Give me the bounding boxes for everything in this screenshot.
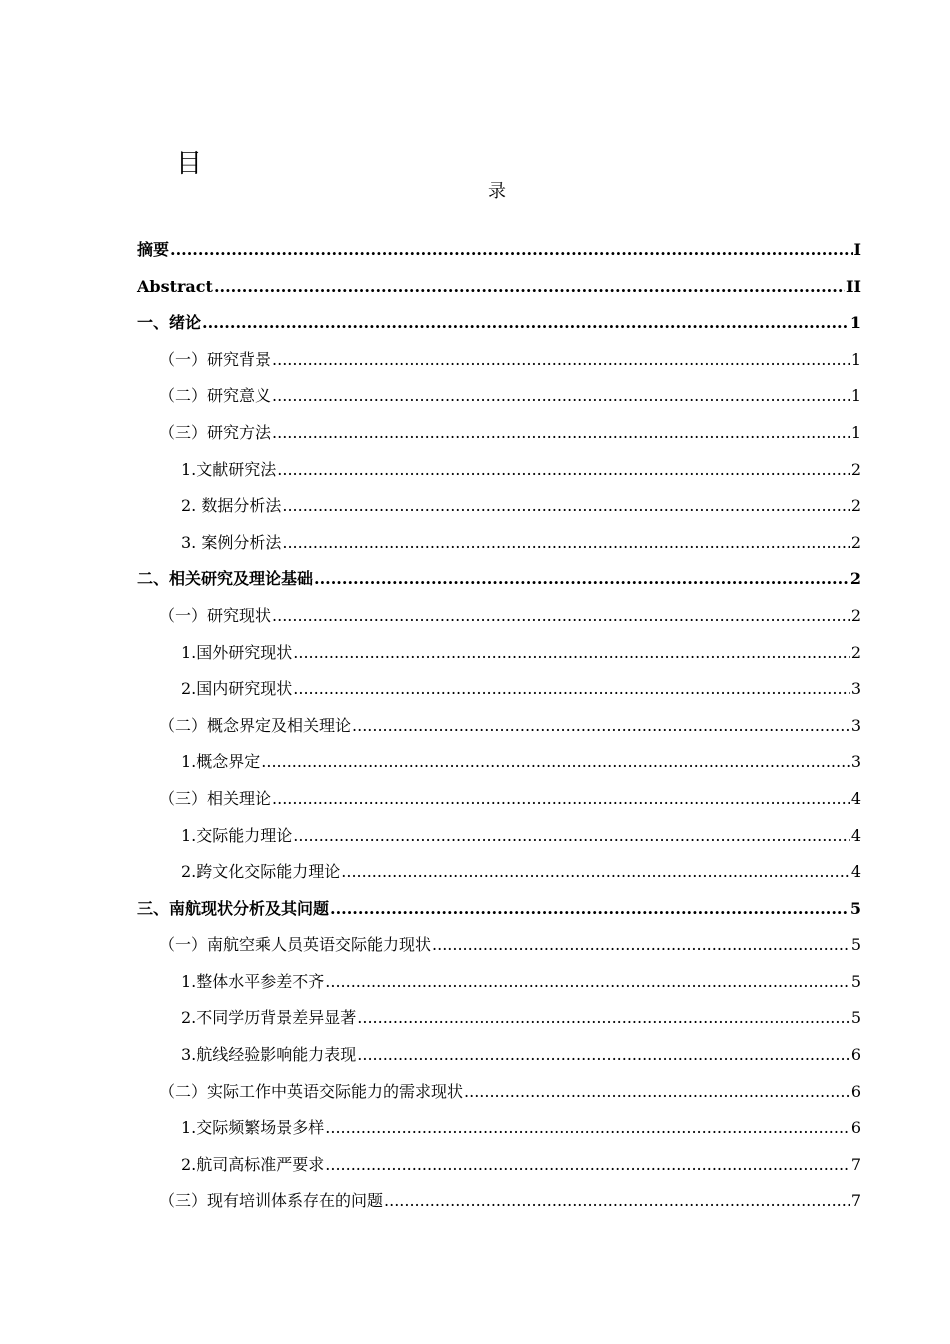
toc-entry[interactable] <box>137 1183 861 1220</box>
toc-dot-leader <box>384 1183 850 1220</box>
toc-entry-page-number: 1 <box>849 313 861 333</box>
toc-entry-page-number: 6 <box>850 1118 861 1138</box>
toc-entry-label: （二）概念界定及相关理论 <box>159 715 352 735</box>
toc-entry[interactable] <box>137 598 861 635</box>
toc-dot-leader <box>272 598 850 635</box>
toc-entry-label: （二）实际工作中英语交际能力的需求现状 <box>159 1081 464 1101</box>
toc-dot-leader <box>272 781 850 818</box>
toc-entry-label: （三）现有培训体系存在的问题 <box>159 1191 384 1211</box>
toc-dot-leader <box>432 927 850 964</box>
toc-entry-label: （一）南航空乘人员英语交际能力现状 <box>159 935 432 955</box>
toc-entry[interactable] <box>137 232 861 269</box>
toc-entry-label: （一）研究现状 <box>159 605 272 625</box>
toc-entry-label: （三）相关理论 <box>159 788 272 808</box>
toc-dot-leader <box>293 671 850 708</box>
table-of-contents <box>137 232 861 1220</box>
toc-entry-page-number: 2 <box>850 642 861 662</box>
toc-dot-leader <box>352 708 850 745</box>
toc-entry-label: 1.交际能力理论 <box>181 825 293 845</box>
toc-entry-label: 2.跨文化交际能力理论 <box>181 862 341 882</box>
toc-entry-page-number: 2 <box>849 569 861 589</box>
toc-entry-page-number: 6 <box>850 1045 861 1065</box>
toc-entry[interactable] <box>137 818 861 855</box>
toc-entry[interactable] <box>137 1110 861 1147</box>
toc-entry[interactable] <box>137 415 861 452</box>
toc-title-first-char: 目 <box>176 149 203 179</box>
toc-entry[interactable] <box>137 1000 861 1037</box>
toc-entry[interactable] <box>137 781 861 818</box>
toc-entry-label: 1.概念界定 <box>181 752 261 772</box>
toc-entry-label: 2.不同学历背景差异显著 <box>181 1008 357 1028</box>
toc-dot-leader <box>325 964 850 1001</box>
toc-entry[interactable] <box>137 378 861 415</box>
toc-entry-page-number: 1 <box>850 422 861 442</box>
toc-entry[interactable] <box>137 744 861 781</box>
toc-entry[interactable] <box>137 1074 861 1111</box>
toc-entry-page-number: 4 <box>850 862 861 882</box>
toc-entry-page-number: 3 <box>850 752 861 772</box>
toc-entry-label: 1.整体水平参差不齐 <box>181 971 325 991</box>
toc-dot-leader <box>202 305 849 342</box>
toc-dot-leader <box>293 635 850 672</box>
toc-entry-label: （三）研究方法 <box>159 422 272 442</box>
toc-entry[interactable] <box>137 891 861 928</box>
toc-entry-label: 3. 案例分析法 <box>181 532 282 552</box>
toc-entry[interactable] <box>137 561 861 598</box>
toc-entry-label: Abstract <box>137 276 213 296</box>
toc-entry[interactable] <box>137 488 861 525</box>
toc-entry-page-number: 2 <box>850 459 861 479</box>
toc-entry-page-number: 7 <box>850 1191 861 1211</box>
toc-entry-page-number: 4 <box>850 788 861 808</box>
toc-dot-leader <box>357 1037 850 1074</box>
toc-entry[interactable] <box>137 708 861 745</box>
toc-entry-label: 3.航线经验影响能力表现 <box>181 1045 357 1065</box>
toc-entry-page-number: II <box>846 276 861 296</box>
toc-entry[interactable] <box>137 1147 861 1184</box>
toc-dot-leader <box>272 378 850 415</box>
toc-entry-label: 三、南航现状分析及其问题 <box>137 898 330 918</box>
toc-dot-leader <box>330 891 849 928</box>
toc-entry-page-number: 2 <box>850 496 861 516</box>
toc-entry-label: 2. 数据分析法 <box>181 496 282 516</box>
toc-entry-page-number: I <box>853 240 861 259</box>
toc-entry-label: （二）研究意义 <box>159 386 272 406</box>
toc-entry-page-number: 5 <box>850 1008 861 1028</box>
toc-entry-label: （一）研究背景 <box>159 349 272 369</box>
toc-dot-leader <box>282 488 849 525</box>
toc-entry-label: 1.交际频繁场景多样 <box>181 1118 325 1138</box>
toc-entry-page-number: 5 <box>850 935 861 955</box>
toc-dot-leader <box>357 1000 850 1037</box>
toc-entry-label: 1.国外研究现状 <box>181 642 293 662</box>
toc-dot-leader <box>314 561 849 598</box>
toc-dot-leader <box>341 854 850 891</box>
toc-entry-label: 摘要 <box>137 240 170 259</box>
toc-entry-label: 一、绪论 <box>137 313 202 333</box>
toc-entry-label: 1.文献研究法 <box>181 459 277 479</box>
toc-entry-page-number: 1 <box>850 349 861 369</box>
toc-entry[interactable] <box>137 671 861 708</box>
toc-entry-page-number: 5 <box>849 898 861 918</box>
toc-entry[interactable] <box>137 964 861 1001</box>
toc-entry[interactable] <box>137 635 861 672</box>
toc-dot-leader <box>325 1147 850 1184</box>
toc-dot-leader <box>325 1110 850 1147</box>
toc-entry-page-number: 2 <box>850 532 861 552</box>
toc-entry[interactable] <box>137 1037 861 1074</box>
toc-entry-page-number: 6 <box>850 1081 861 1101</box>
toc-dot-leader <box>261 744 850 781</box>
toc-entry-page-number: 5 <box>850 971 861 991</box>
toc-entry-label: 2.航司高标准严要求 <box>181 1154 325 1174</box>
toc-dot-leader <box>214 269 845 306</box>
toc-entry[interactable] <box>137 525 861 562</box>
toc-entry-label: 2.国内研究现状 <box>181 679 293 699</box>
toc-entry-label: 二、相关研究及理论基础 <box>137 569 314 589</box>
toc-entry[interactable] <box>137 854 861 891</box>
toc-entry[interactable] <box>137 927 861 964</box>
toc-entry-page-number: 3 <box>850 679 861 699</box>
toc-dot-leader <box>272 415 850 452</box>
toc-dot-leader <box>282 525 849 562</box>
toc-dot-leader <box>272 342 850 379</box>
toc-title-second-char: 录 <box>488 181 506 202</box>
toc-entry-page-number: 4 <box>850 825 861 845</box>
toc-dot-leader <box>170 232 853 269</box>
toc-entry[interactable] <box>137 342 861 379</box>
toc-entry-page-number: 7 <box>850 1154 861 1174</box>
toc-dot-leader <box>277 452 850 489</box>
toc-entry[interactable] <box>137 269 861 306</box>
toc-entry-page-number: 3 <box>850 715 861 735</box>
toc-entry[interactable] <box>137 452 861 489</box>
toc-entry[interactable] <box>137 305 861 342</box>
toc-entry-page-number: 1 <box>850 386 861 406</box>
toc-entry-page-number: 2 <box>850 605 861 625</box>
toc-dot-leader <box>464 1074 850 1111</box>
toc-dot-leader <box>293 818 850 855</box>
